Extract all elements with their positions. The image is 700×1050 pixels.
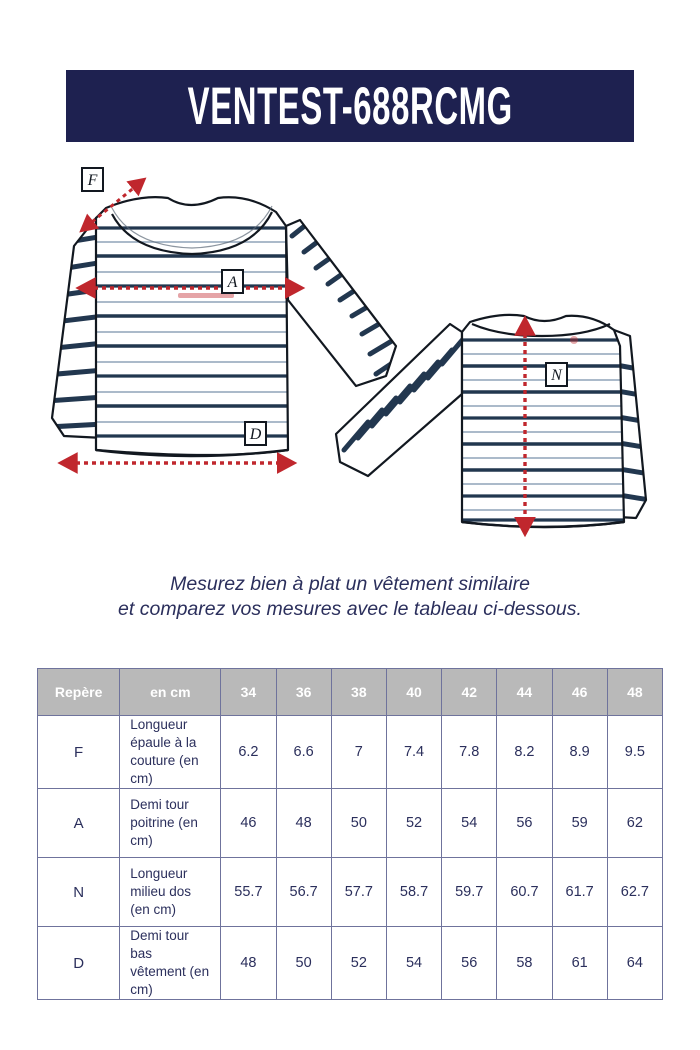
header-size-44: 44: [497, 669, 552, 716]
cell-value: 50: [276, 927, 331, 1000]
row-marker: A: [38, 789, 120, 858]
cell-value: 57.7: [331, 858, 386, 927]
row-description: Demi tour poitrine (en cm): [120, 789, 221, 858]
row-marker: N: [38, 858, 120, 927]
header-size-36: 36: [276, 669, 331, 716]
cell-value: 8.9: [552, 716, 607, 789]
cell-value: 48: [221, 927, 276, 1000]
cell-value: 60.7: [497, 858, 552, 927]
cell-value: 61: [552, 927, 607, 1000]
cell-value: 56: [442, 927, 497, 1000]
cell-value: 52: [331, 927, 386, 1000]
back-neck-print-decoration: [570, 336, 578, 344]
marker-label-f-text: F: [87, 172, 98, 189]
row-marker: D: [38, 927, 120, 1000]
cell-value: 7.4: [386, 716, 441, 789]
cell-value: 58: [497, 927, 552, 1000]
cell-value: 59: [552, 789, 607, 858]
cell-value: 7.8: [442, 716, 497, 789]
cell-value: 61.7: [552, 858, 607, 927]
instruction-line-2: et comparez vos mesures avec le tableau ci-dessous.: [118, 598, 582, 620]
marker-label-n: [546, 363, 567, 386]
header-size-40: 40: [386, 669, 441, 716]
page-title: VENTEST-688RCMG: [187, 76, 513, 136]
table-row: [38, 789, 663, 858]
cell-value: 55.7: [221, 858, 276, 927]
instruction-line-1: Mesurez bien à plat un vêtement similaire: [170, 573, 530, 595]
cell-value: 48: [276, 789, 331, 858]
size-chart-table: [37, 668, 663, 1000]
header-size-48: 48: [607, 669, 662, 716]
header-size-38: 38: [331, 669, 386, 716]
row-description: Longueur milieu dos (en cm): [120, 858, 221, 927]
row-marker: F: [38, 716, 120, 789]
cell-value: 62.7: [607, 858, 662, 927]
marker-label-a: [222, 270, 243, 293]
cell-value: 54: [442, 789, 497, 858]
table-row: [38, 858, 663, 927]
cell-value: 58.7: [386, 858, 441, 927]
cell-value: 56.7: [276, 858, 331, 927]
table-header-row: [38, 669, 663, 716]
row-description: Demi tour bas vêtement (en cm): [120, 927, 221, 1000]
header-size-46: 46: [552, 669, 607, 716]
cell-value: 50: [331, 789, 386, 858]
cell-value: 52: [386, 789, 441, 858]
header-unit: en cm: [120, 669, 221, 716]
cell-value: 6.6: [276, 716, 331, 789]
marker-label-d: [245, 422, 266, 445]
marker-label-f: [82, 168, 103, 191]
marker-label-a-text: A: [227, 274, 238, 291]
marker-label-d-text: D: [249, 426, 262, 443]
cell-value: 56: [497, 789, 552, 858]
cell-value: 8.2: [497, 716, 552, 789]
measurement-instructions: [0, 572, 700, 622]
title-banner: [66, 70, 634, 142]
cell-value: 46: [221, 789, 276, 858]
cell-value: 64: [607, 927, 662, 1000]
cell-value: 6.2: [221, 716, 276, 789]
row-description: Longueur épaule à la couture (en cm): [120, 716, 221, 789]
cell-value: 7: [331, 716, 386, 789]
header-size-42: 42: [442, 669, 497, 716]
table-row: [38, 716, 663, 789]
garment-illustrations: [0, 150, 700, 550]
table-row: [38, 927, 663, 1000]
header-repere: Repère: [38, 669, 120, 716]
header-size-34: 34: [221, 669, 276, 716]
marker-label-n-text: N: [551, 367, 562, 384]
cell-value: 9.5: [607, 716, 662, 789]
cell-value: 59.7: [442, 858, 497, 927]
cell-value: 54: [386, 927, 441, 1000]
cell-value: 62: [607, 789, 662, 858]
